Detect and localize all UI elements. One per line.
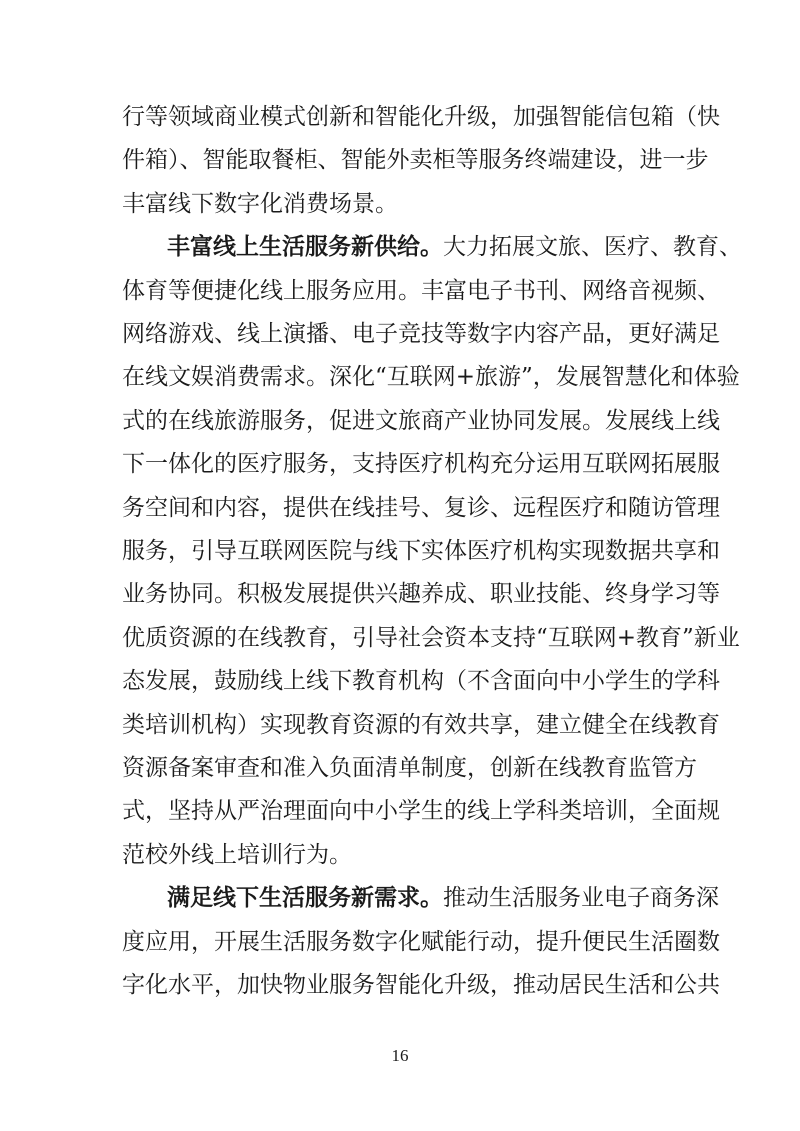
paragraph-line: 在线文娱消费需求。深化“互联网+旅游”，发展智慧化和体验: [122, 364, 740, 390]
paragraph-line: 业务协同。积极发展提供兴趣养成、职业技能、终身学习等: [122, 581, 720, 607]
paragraph-line: 务空间和内容，提供在线挂号、复诊、远程医疗和随访管理: [122, 495, 720, 521]
paragraph-line: 字化水平，加快物业服务智能化升级，推动居民生活和公共: [122, 972, 720, 998]
paragraph-line: 丰富线下数字化消费场景。: [122, 191, 398, 217]
paragraph-text: 大力拓展文旅、医疗、教育、: [443, 234, 742, 260]
paragraph-line: 资源备案审查和准入负面清单制度，创新在线教育监管方: [122, 755, 697, 781]
page-number: 16: [391, 1046, 409, 1065]
paragraph-text: 推动生活服务业电子商务深: [443, 885, 719, 911]
paragraph-line: 行等领域商业模式创新和智能化升级，加强智能信包箱（快: [122, 104, 720, 130]
paragraph-line: 式，坚持从严治理面向中小学生的线上学科类培训，全面规: [122, 798, 720, 824]
paragraph-first-line: [167, 232, 742, 262]
section-heading: 丰富线上生活服务新供给。: [167, 234, 443, 260]
paragraph-line: 度应用，开展生活服务数字化赋能行动，提升便民生活圈数: [122, 929, 720, 955]
paragraph-line: 范校外线上培训行为。: [122, 842, 352, 868]
paragraph-line: 优质资源的在线教育，引导社会资本支持“互联网+教育”新业: [122, 625, 740, 651]
paragraph-first-line: [167, 883, 719, 913]
paragraph-line: 体育等便捷化线上服务应用。丰富电子书刊、网络音视频、: [122, 278, 720, 304]
paragraph-line: 网络游戏、线上演播、电子竞技等数字内容产品，更好满足: [122, 321, 720, 347]
paragraph-line: 态发展，鼓励线上线下教育机构（不含面向中小学生的学科: [122, 668, 720, 694]
paragraph-line: 式的在线旅游服务，促进文旅商产业协同发展。发展线上线: [122, 408, 720, 434]
section-heading: 满足线下生活服务新需求。: [167, 885, 443, 911]
paragraph-line: 服务，引导互联网医院与线下实体医疗机构实现数据共享和: [122, 538, 720, 564]
paragraph-line: 件箱）、智能取餐柜、智能外卖柜等服务终端建设，进一步: [122, 147, 709, 173]
paragraph-line: 类培训机构）实现教育资源的有效共享，建立健全在线教育: [122, 712, 720, 738]
paragraph-line: 下一体化的医疗服务，支持医疗机构充分运用互联网拓展服: [122, 451, 720, 477]
